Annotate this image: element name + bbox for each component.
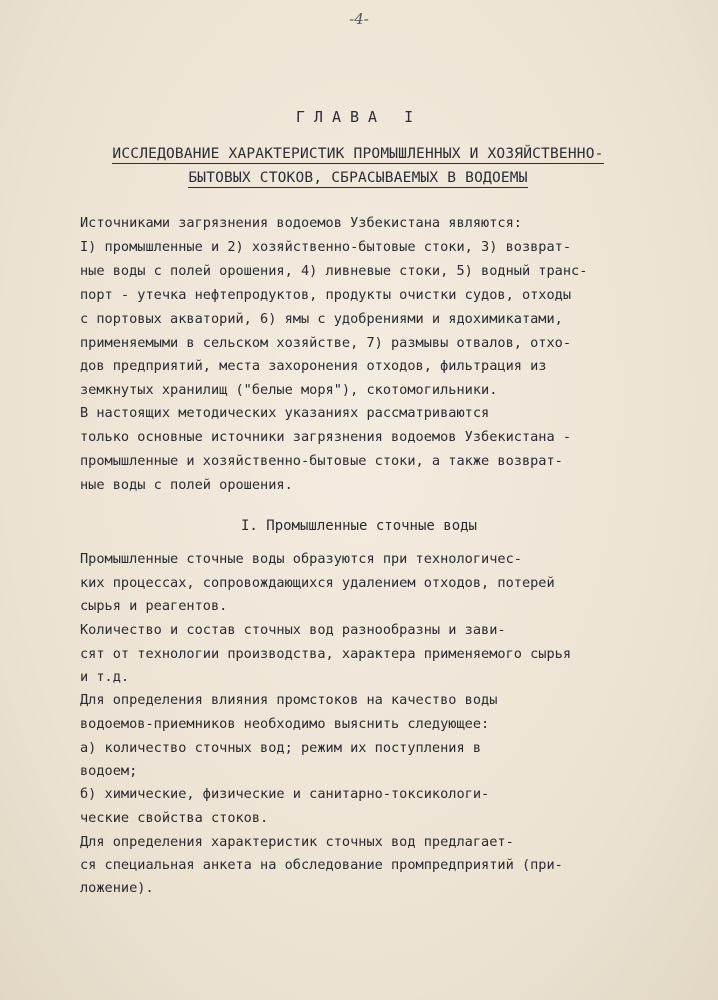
page-number: -4- [349,10,369,28]
text-line: ся специальная анкета на обследование промпредприятий (при- [80,857,563,873]
text-line: земкнутых хранилищ ("белые моря"), скотомогильники. [80,382,498,398]
text-line: водоем; [80,763,138,779]
text-line: с портовых акваторий, 6) ямы с удобрениями и ядохимикатами, [80,311,563,327]
text-line: дов предприятий, места захоронения отходов, фильтрация из [80,358,547,374]
text-line: I) промышленные и 2) хозяйственно-бытовые стоки, 3) возврат- [80,239,572,255]
section-heading: I. Промышленные сточные воды [240,518,477,534]
text-line: Источниками загрязнения водоемов Узбекистана являются: [80,215,522,231]
chapter-title-line: БЫТОВЫХ СТОКОВ, СБРАСЫВАЕМЫХ В ВОДОЕМЫ [188,170,528,186]
chapter-label: ГЛАВА I [295,108,423,126]
text-line: б) химические, физические и санитарно-токсикологи- [80,786,490,802]
text-line: ких процессах, сопровождающихся удалением отходов, потерей [80,575,555,591]
text-line: ложение). [80,880,154,896]
text-line: и т.д. [80,669,130,685]
text-line: Промышленные сточные воды образуются при технологичес- [80,551,522,567]
text-line: ческие свойства стоков. [80,810,269,826]
text-line: сят от технологии производства, характера применяемого сырья [80,646,572,662]
text-line: Для определения влияния промстоков на качество воды [80,692,498,708]
text-line: ные воды с полей орошения, 4) ливневые стоки, 5) водный транс- [80,263,588,279]
text-line: В настоящих методических указаниях рассматриваются [80,405,490,421]
text-line: только основные источники загрязнения водоемов Узбекистана - [80,429,572,445]
text-line: порт - утечка нефтепродуктов, продукты очистки судов, отходы [80,287,572,303]
text-line: ные воды с полей орошения. [80,477,293,493]
text-line: водоемов-приемников необходимо выяснить следующее: [80,716,490,732]
text-line: Количество и состав сточных вод разнообразны и зави- [80,622,506,638]
text-line: а) количество сточных вод; режим их поступления в [80,740,482,756]
text-line: применяемыми в сельском хозяйстве, 7) размывы отвалов, отхо- [80,335,572,351]
chapter-title-line: ИССЛЕДОВАНИЕ ХАРАКТЕРИСТИК ПРОМЫШЛЕННЫХ И ХОЗЯЙСТВЕННО- [112,146,604,162]
text-line: Для определения характеристик сточных вод предлагает- [80,834,514,850]
text-line: сырья и реагентов. [80,598,228,614]
text-line: промышленные и хозяйственно-бытовые стоки, а также возврат- [80,453,563,469]
